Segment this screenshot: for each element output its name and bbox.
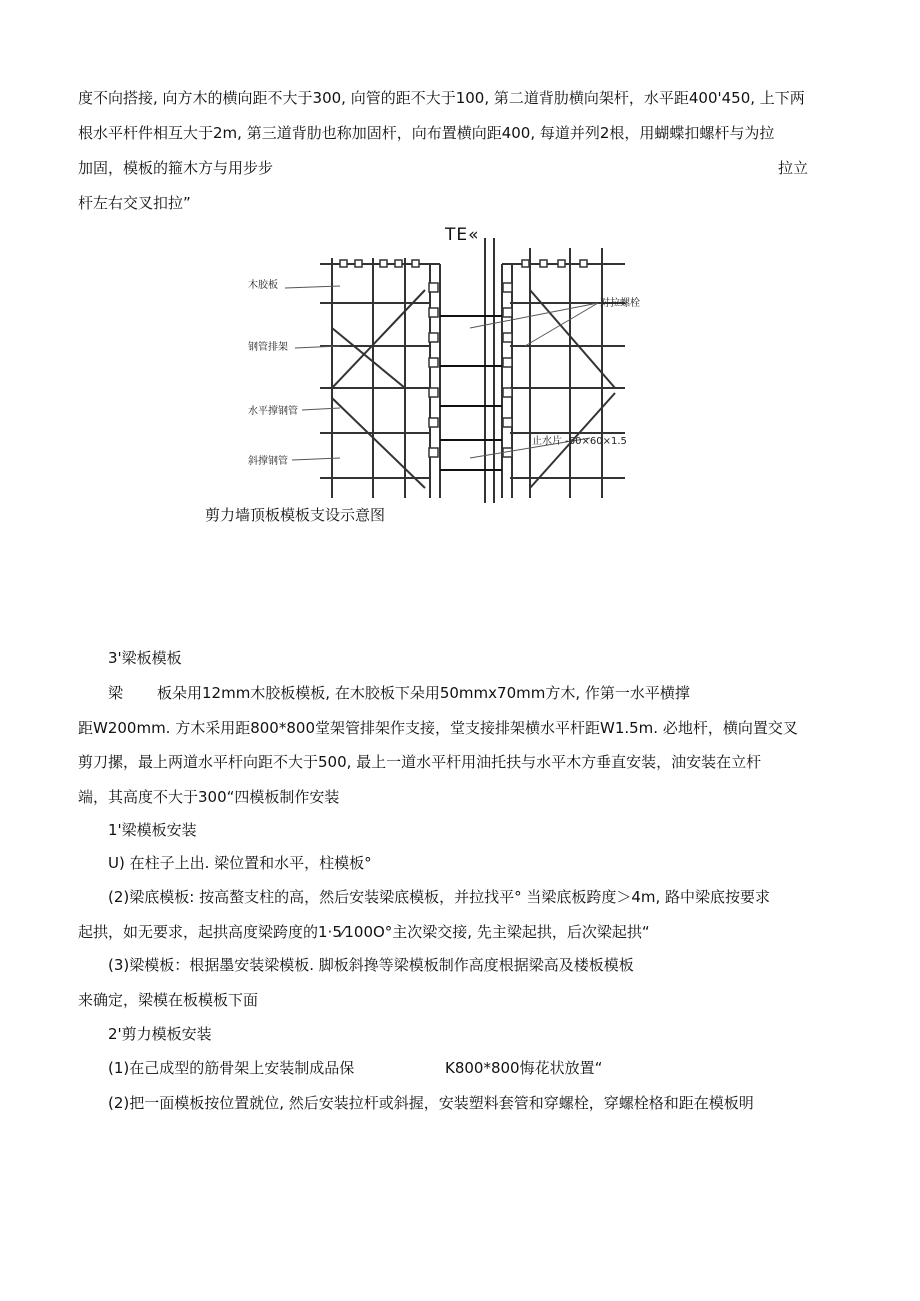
section-heading: 3'梁板模板 — [108, 649, 182, 667]
intro-line-3: 加固，模板的箍木方与用步步 — [78, 159, 274, 177]
p1-line-3: 剪刀摞，最上两道水平杆向距不大于500, 最上一道水平杆用油托扶与水平木方垂直安装，油安装在立杆 — [78, 753, 762, 771]
intro-last-line: 杆左右交叉扣拉” — [78, 194, 191, 212]
label-water-stop: 止水片 -60×60×1.5 — [532, 436, 627, 447]
label-diagonal-brace: 斜撑钢管 — [248, 456, 288, 467]
p1-line-2: 距W200mm. 方木采用距800*800堂架管排架作支接，堂支接排架横水平杆距W1.5m. 必地杆，横向置交叉 — [78, 719, 798, 737]
item-1: U) 在柱子上出. 梁位置和水平，柱模板° — [108, 854, 372, 872]
subsection-heading-2: 2'剪力模板安装 — [108, 1025, 212, 1043]
figure-top-label: TE« — [445, 225, 480, 245]
item-3-line-2: 来确定，梁模在板模板下面 — [78, 991, 259, 1009]
item-3-line-1: (3)梁模板：根据墨安装梁模板. 脚板斜搀等梁模板制作高度根据梁高及楼板模板 — [108, 956, 634, 974]
item-2-line-1: (2)梁底模板: 按高螯支柱的高，然后安装梁底模板，并拉找平° 当梁底板跨度＞4m, 路中梁底按要求 — [108, 888, 771, 906]
figure-caption: 剪力墙顶板模板支设示意图 — [205, 506, 386, 524]
formwork-figure — [240, 228, 640, 513]
label-tie-bolt: 对拉螺栓 — [600, 298, 640, 309]
intro-right-fragment: 拉立 — [778, 159, 809, 177]
label-horizontal-brace: 水平撑钢管 — [248, 406, 298, 417]
p1-lead: 梁 — [108, 684, 124, 702]
subsection-heading-1: 1'梁模板安装 — [108, 821, 197, 839]
p1-line-4: 端，其高度不大于300“四模板制作安装 — [78, 788, 340, 806]
s2-item-1-a: (1)在己成型的筋骨架上安装制成品保 — [108, 1059, 355, 1077]
item-2-line-2: 起拱，如无要求，起拱高度梁跨度的1·5⁄100O°主次梁交接, 先主梁起拱，后次梁起拱“ — [78, 923, 650, 941]
s2-item-1-b: K800*800悔花状放置“ — [445, 1059, 603, 1077]
intro-line-1: 度不向搭接, 向方木的横向距不大于300, 向管的距不大于100, 第二道背肋横向架杆，水平距400'450, 上下两 — [78, 89, 805, 107]
p1-line-1: 板朵用12mm木胶板模板, 在木胶板下朵用50mmx70mm方木, 作第一水平横撑 — [157, 684, 690, 702]
label-plywood: 木胶板 — [248, 280, 278, 291]
label-steel-frame: 钢管排架 — [248, 342, 288, 353]
s2-item-2: (2)把一面模板按位置就位, 然后安装拉杆或斜握，安装塑料套管和穿螺栓，穿螺栓格和距在模板明 — [108, 1094, 754, 1112]
intro-line-2: 根水平杆件相互大于2m, 第三道背肋也称加固杆，向布置横向距400, 每道并列2根，用蝴蝶扣螺杆与为拉 — [78, 124, 775, 142]
formwork-diagram — [240, 228, 640, 513]
